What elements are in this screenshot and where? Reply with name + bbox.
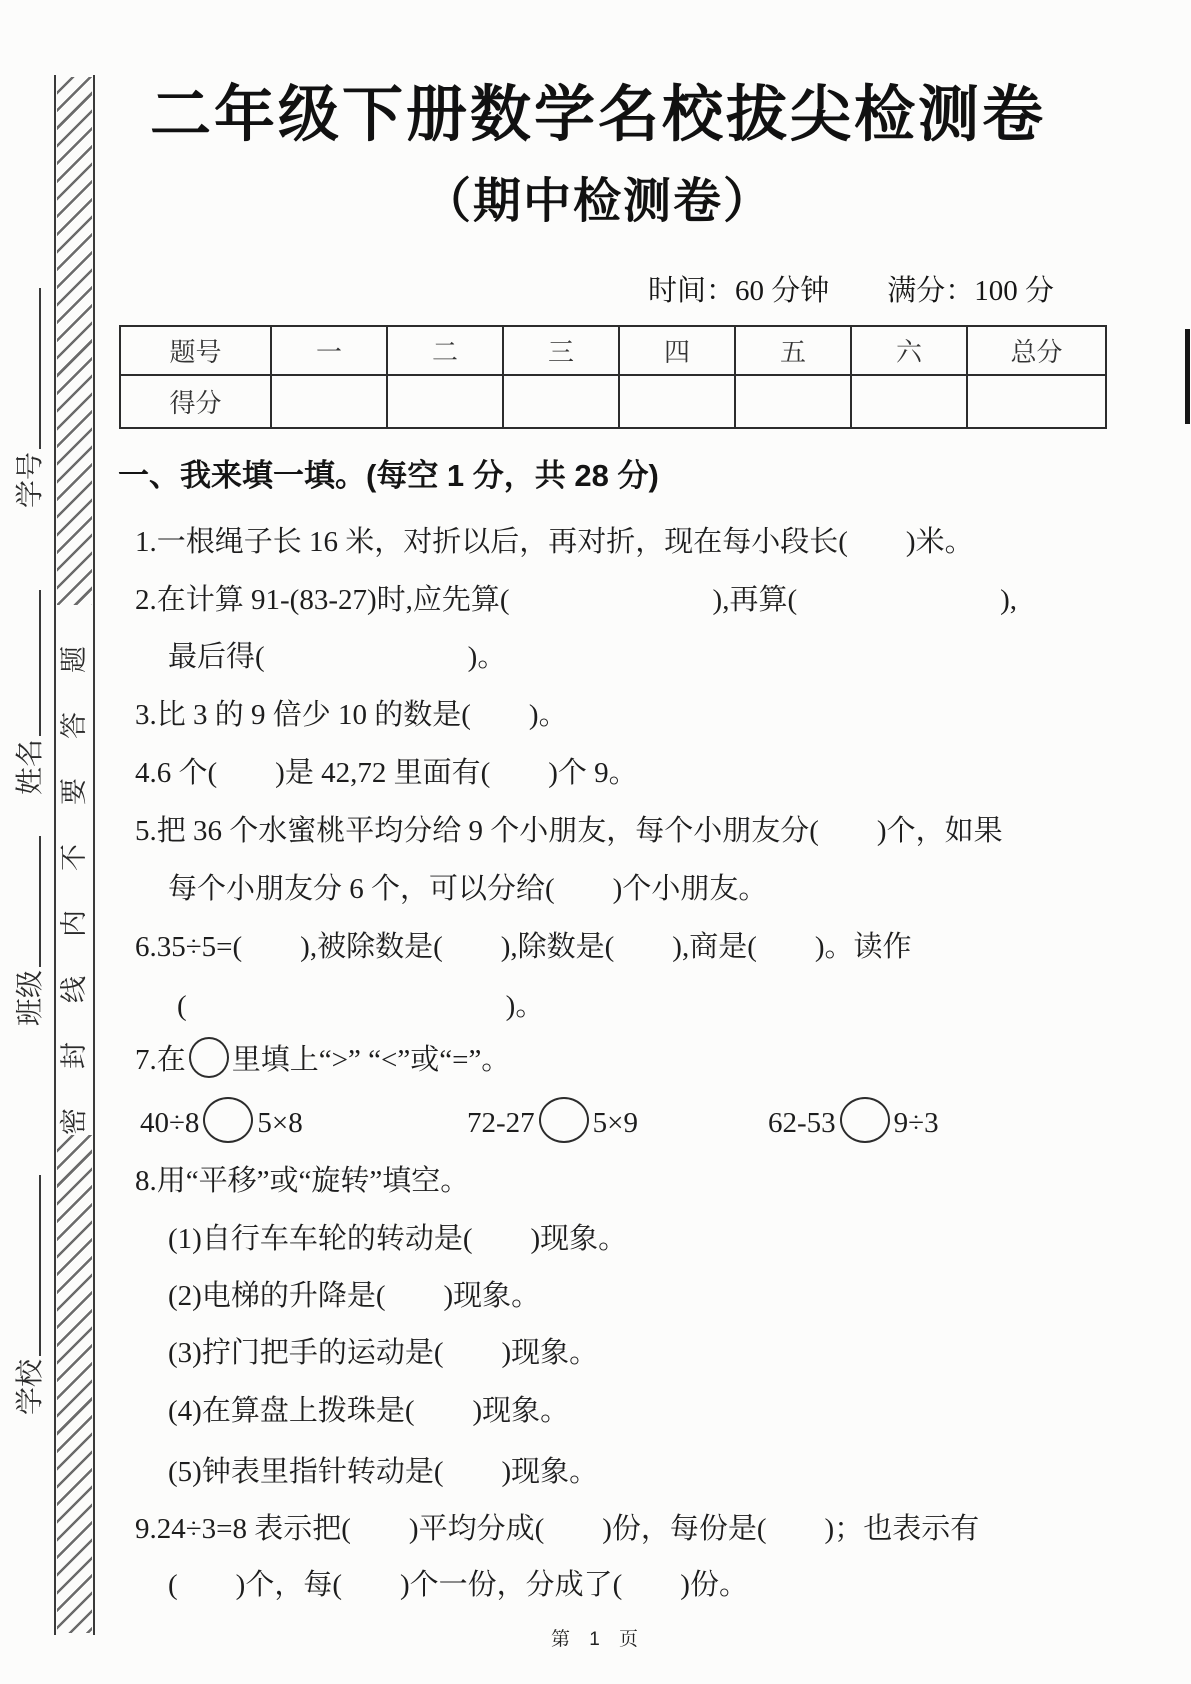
school-label: 学校: [15, 1358, 46, 1415]
score-cell-2: [387, 375, 503, 428]
question-8-stem: 8.用“平移”或“旋转”填空。: [135, 1165, 470, 1197]
col-part-5: 五: [735, 326, 851, 375]
class-label: 班级: [15, 969, 46, 1026]
question-8-item-5: (5)钟表里指针转动是( )现象。: [168, 1456, 599, 1488]
score-table-score-row: [120, 375, 1106, 428]
question-8-item-3: (3)拧门把手的运动是( )现象。: [168, 1337, 599, 1369]
name-label: 姓名: [15, 738, 46, 795]
class-field: [10, 836, 48, 1026]
question-6-line-1: 6.35÷5=( ),被除数是( ),除数是( ),商是( )。读作: [135, 931, 912, 963]
question-5-line-1: 5.把 36 个水蜜桃平均分给 9 个小朋友，每个小朋友分( )个，如果: [135, 815, 1003, 847]
comparison-3-left: 62-53: [768, 1107, 836, 1139]
section-one-heading: 一、我来填一填。(每空 1 分，共 28 分): [118, 458, 659, 493]
seal-warning-text: 密封线内不要答题: [59, 607, 89, 1135]
score-cell-1: [271, 375, 387, 428]
scan-edge-artifact: [1185, 329, 1190, 424]
question-7-stem-suffix: 里填上“>” “<”或“=”。: [231, 1044, 511, 1076]
comparison-2-left: 72-27: [467, 1107, 535, 1139]
blank-circle-icon: [840, 1097, 890, 1143]
question-9-line-1: 9.24÷3=8 表示把( )平均分成( )份，每份是( )；也表示有: [135, 1513, 980, 1545]
col-question-number: 题号: [120, 326, 271, 375]
comparison-2: [467, 1097, 638, 1143]
question-8-item-1: (1)自行车车轮的转动是( )现象。: [168, 1223, 628, 1255]
comparison-3: [768, 1097, 939, 1143]
school-blank-line: [39, 1175, 41, 1356]
score-cell-total: [967, 375, 1106, 428]
comparison-3-right: 9÷3: [893, 1107, 939, 1139]
question-2-line-1: 2.在计算 91-(83-27)时,应先算( ),再算( ),: [135, 584, 1018, 616]
blank-circle-icon: [203, 1097, 253, 1143]
question-5-line-2: 每个小朋友分 6 个，可以分给( )个小朋友。: [168, 873, 768, 905]
seal-line-outer: [93, 75, 95, 1635]
score-cell-5: [735, 375, 851, 428]
exam-subtitle: （期中检测卷）: [422, 175, 773, 228]
col-total: 总分: [967, 326, 1106, 375]
question-6-line-2: ( )。: [177, 990, 545, 1022]
school-field: [10, 1175, 48, 1415]
question-7-stem: [135, 1037, 510, 1078]
question-8-item-4: (4)在算盘上拨珠是( )现象。: [168, 1395, 570, 1427]
col-part-3: 三: [503, 326, 619, 375]
comparison-2-right: 5×9: [592, 1107, 639, 1139]
question-1: 1.一根绳子长 16 米，对折以后，再对折，现在每小段长( )米。: [135, 526, 974, 558]
col-part-4: 四: [619, 326, 735, 375]
col-part-6: 六: [851, 326, 967, 375]
question-2-line-2: 最后得( )。: [168, 641, 507, 673]
student-number-label: 学号: [15, 451, 46, 508]
col-part-1: 一: [271, 326, 387, 375]
comparison-1: [140, 1097, 303, 1143]
student-number-blank-line: [39, 288, 41, 449]
score-table-header-row: [120, 326, 1106, 375]
name-blank-line: [39, 590, 41, 736]
blank-circle-icon: [189, 1037, 229, 1078]
seal-hatch-bottom: [57, 1135, 92, 1633]
score-cell-4: [619, 375, 735, 428]
score-row-label: 得分: [120, 375, 271, 428]
comparison-1-right: 5×8: [257, 1107, 303, 1139]
question-7-stem-prefix: 7.在: [135, 1044, 186, 1076]
question-8-item-2: (2)电梯的升降是( )现象。: [168, 1280, 541, 1312]
class-blank-line: [39, 836, 41, 967]
question-3: 3.比 3 的 9 倍少 10 的数是( )。: [135, 699, 568, 731]
seal-hatch-top: [57, 77, 92, 605]
score-cell-3: [503, 375, 619, 428]
exam-time-and-score-info: 时间：60 分钟 满分：100 分: [648, 275, 1055, 307]
comparison-1-left: 40÷8: [140, 1107, 200, 1139]
question-9-line-2: ( )个，每( )个一份，分成了( )份。: [168, 1569, 748, 1601]
name-field: [10, 590, 48, 795]
question-4: 4.6 个( )是 42,72 里面有( )个 9。: [135, 757, 638, 789]
page-number: 第 1 页: [550, 1629, 646, 1650]
col-part-2: 二: [387, 326, 503, 375]
score-table: [119, 325, 1107, 429]
exam-title: 二年级下册数学名校拔尖检测卷: [149, 82, 1046, 149]
blank-circle-icon: [539, 1097, 589, 1143]
student-number-field: [10, 288, 48, 508]
score-cell-6: [851, 375, 967, 428]
